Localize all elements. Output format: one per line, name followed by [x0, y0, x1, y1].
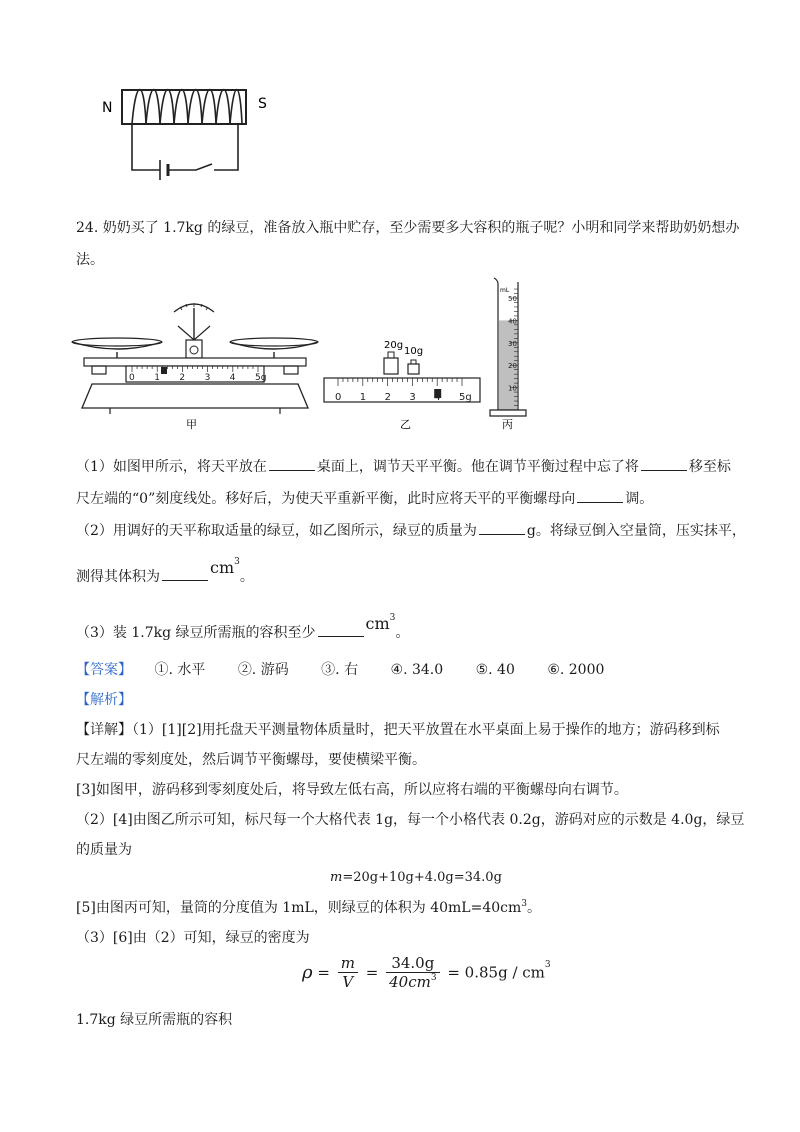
- eq2-result: = 0.85g / cm: [447, 963, 545, 982]
- part1-text-d: 尺左端的“0”刻度线处。移好后，为使天平重新平衡，此时应将天平的平衡螺母向: [76, 491, 576, 507]
- part3-line: [76, 613, 410, 643]
- beam: [84, 358, 306, 366]
- weight-20g-label: 20g: [384, 340, 404, 351]
- detail-line2: 尺左端的零刻度处，然后调节平衡螺母，要使横梁平衡。: [76, 752, 426, 768]
- jia-tick-label: 3: [204, 373, 211, 383]
- detail-line7: （3）[6]由（2）可知，绿豆的密度为: [76, 930, 310, 946]
- detail-line8: 1.7kg 绿豆所需瓶的容积: [76, 1012, 233, 1028]
- part1-text-e: 调。: [625, 491, 654, 507]
- caption-bing: 丙: [502, 418, 513, 431]
- blank-6[interactable]: [318, 622, 364, 637]
- detail-line6-end: 。: [527, 900, 541, 916]
- part3-unit-sup: 3: [389, 613, 396, 623]
- answer-item-1: ①. 水平: [154, 662, 206, 678]
- scale-figure-yi: [322, 330, 482, 434]
- detail-line3: [3]如图甲，游码移到零刻度处后，将导致左低右高，所以应将右端的平衡螺母向右调节。: [76, 782, 628, 798]
- part2-line2: [76, 557, 254, 587]
- cylinder-figure-bing: [488, 276, 538, 436]
- cylinder-tick-label: 40: [508, 317, 517, 326]
- yi-tick-label: 0: [335, 392, 342, 403]
- wire-right: [214, 124, 238, 170]
- eq2-result-sup: 3: [544, 959, 551, 970]
- jia-tick-label: 4: [229, 373, 236, 383]
- eq2-rho: ρ: [302, 962, 313, 983]
- eq2-v: V: [342, 973, 354, 991]
- equation-density: [302, 954, 551, 991]
- eq1-rest: =20g+10g+4.0g=34.0g: [342, 870, 502, 885]
- answer-item-6: ⑥. 2000: [547, 662, 605, 678]
- label-s: S: [258, 96, 267, 112]
- eq2-num: 34.0g: [386, 954, 439, 973]
- caption-yi: 乙: [400, 418, 411, 431]
- weight-10g: [408, 364, 419, 374]
- analysis-label: 【解析】: [76, 692, 132, 708]
- part3-unit: cm: [365, 614, 390, 633]
- eq2-frac-mv: [338, 954, 358, 991]
- jia-tick-label: 2: [179, 373, 186, 383]
- jia-tick-label: 5g: [255, 373, 267, 383]
- blank-3[interactable]: [577, 488, 623, 503]
- left-balance-nut: [92, 366, 106, 374]
- cylinder-tick-label: 10: [508, 384, 517, 393]
- solenoid-figure: [96, 78, 276, 188]
- label-n: N: [102, 100, 113, 116]
- eq2-m: m: [338, 954, 358, 973]
- jia-tick-label: 1: [154, 373, 160, 383]
- answer-item-4: ④. 34.0: [390, 662, 444, 678]
- base: [82, 384, 308, 408]
- detail-line1: 【详解】（1）[1][2]用托盘天平测量物体质量时，把天平放置在水平桌面上易于操作的地方；游码移到标: [76, 722, 720, 738]
- part2-end: 。: [239, 569, 254, 585]
- question-24-line1: 24. 奶奶买了 1.7kg 的绿豆，准备放入瓶中贮存，至少需要多大容积的瓶子呢？小明和同学来帮助奶奶想办: [76, 220, 740, 236]
- answer-label: 【答案】: [76, 662, 132, 678]
- yi-tick-label: 4: [434, 392, 441, 403]
- answer-line: [76, 660, 604, 680]
- blank-1[interactable]: [269, 456, 315, 471]
- eq2-den: 40cm: [389, 973, 431, 991]
- cylinder-tick-label: 50: [508, 295, 517, 303]
- caption-jia: 甲: [186, 418, 197, 431]
- part3-end: 。: [395, 625, 410, 641]
- answer-item-5: ⑤. 40: [475, 662, 515, 678]
- wire-left: [132, 124, 160, 170]
- yi-scale: [324, 378, 480, 402]
- part3-text-a: （3）装 1.7kg 绿豆所需瓶的容积至少: [76, 625, 316, 641]
- eq2-den-sup: 3: [430, 973, 437, 983]
- detail-line5: 的质量为: [76, 842, 132, 858]
- eq1-var: m: [330, 870, 343, 885]
- blank-5[interactable]: [162, 566, 208, 581]
- balance-figure-jia: [70, 296, 320, 436]
- part1-line2: [76, 488, 653, 509]
- blank-2[interactable]: [641, 456, 687, 471]
- part1-text-b: 桌面上，调节天平平衡。他在调节平衡过程中忘了将: [316, 459, 639, 475]
- equation-mass: [330, 870, 502, 885]
- part2-text-a: （2）用调好的天平称取适量的绿豆，如乙图所示，绿豆的质量为: [76, 523, 477, 539]
- answer-item-2: ②. 游码: [237, 662, 289, 678]
- detail-line6-sup: 3: [521, 899, 527, 909]
- jia-tick-label: 0: [129, 373, 135, 383]
- part1-text-a: （1）如图甲所示，将天平放在: [76, 459, 267, 475]
- weight-20g: [384, 358, 398, 374]
- eq2-eq1: =: [317, 963, 330, 982]
- detail-line4: （2）[4]由图乙所示可知，标尺每一个大格代表 1g，每一个小格代表 0.2g，游码对应的示数是 4.0g，绿豆: [76, 812, 745, 828]
- cylinder-base: [490, 410, 526, 416]
- jia-rider: [161, 367, 167, 374]
- eq2-eq2: =: [365, 963, 379, 982]
- part2-unit: cm: [210, 558, 235, 577]
- coil: [132, 90, 242, 125]
- switch: [168, 164, 212, 170]
- yi-tick-label: 5g: [459, 392, 472, 403]
- eq2-frac-values: [386, 954, 439, 991]
- cylinder-unit: mL: [500, 287, 510, 294]
- yi-tick-label: 3: [409, 392, 416, 403]
- yi-tick-label: 1: [359, 392, 367, 403]
- question-24-line2: 法。: [76, 252, 104, 268]
- part1-line1: [76, 456, 731, 477]
- part1-text-c: 移至标: [688, 459, 731, 475]
- part2-text-c: 测得其体积为: [76, 569, 160, 585]
- part2-text-b: g。将绿豆倒入空量筒，压实抹平，: [526, 523, 746, 539]
- cylinder-tick-label: 30: [508, 339, 517, 348]
- cylinder-tick-label: 20: [508, 362, 517, 371]
- detail-line6: [76, 898, 541, 918]
- blank-4[interactable]: [479, 520, 525, 535]
- yi-tick-label: 2: [384, 392, 391, 403]
- detail-line6-text: [5]由图丙可知，量筒的分度值为 1mL，则绿豆的体积为 40mL=40cm: [76, 900, 522, 916]
- right-balance-nut: [284, 366, 298, 374]
- part2-line1: [76, 520, 746, 541]
- eq2-den-wrap: [386, 973, 439, 991]
- answer-item-3: ③. 右: [321, 662, 359, 678]
- jia-scale: [126, 366, 267, 383]
- weight-10g-label: 10g: [404, 346, 424, 357]
- part2-unit-sup: 3: [234, 557, 240, 567]
